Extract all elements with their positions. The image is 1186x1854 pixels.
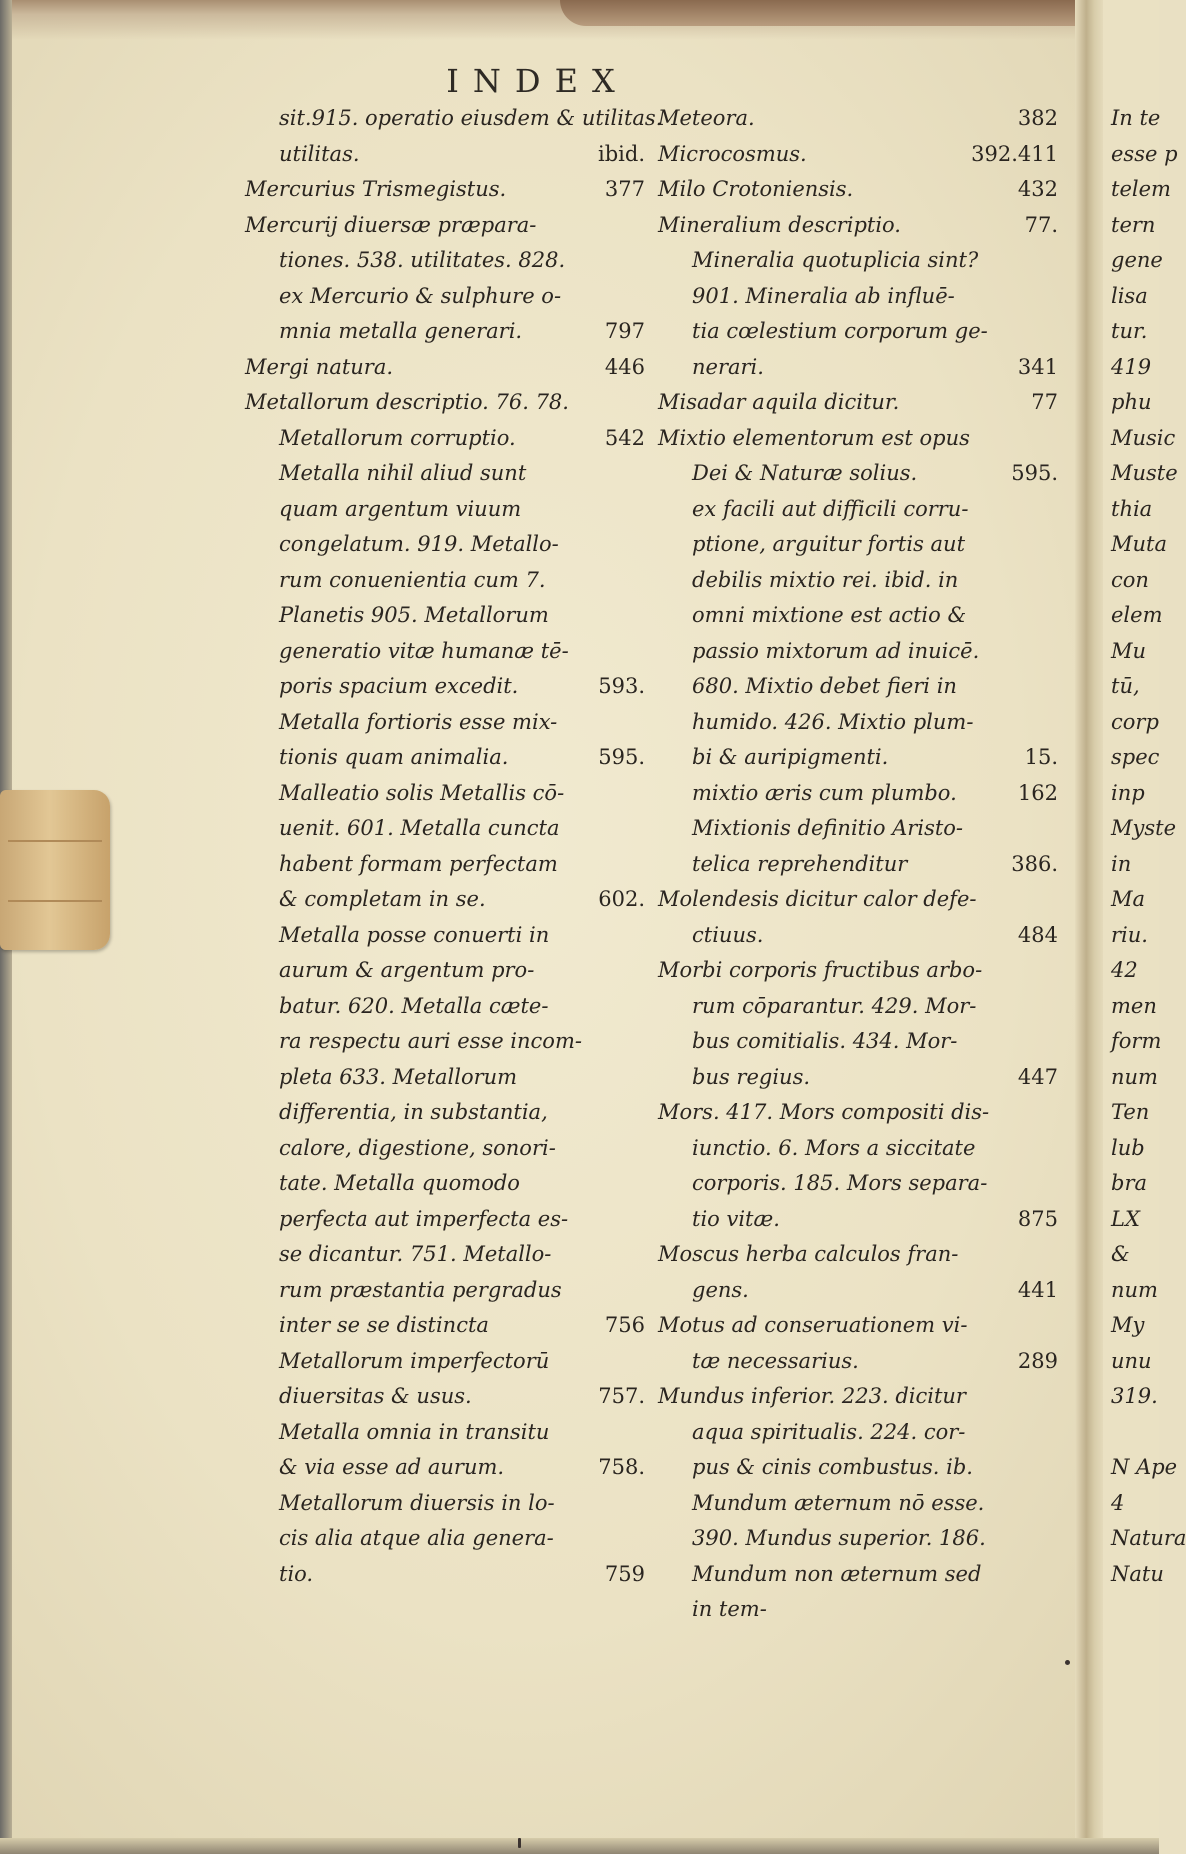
facing-page-fragment: in (1111, 851, 1132, 876)
entry-text: rum conuenientia cum 7. (279, 567, 546, 592)
index-entry-line (658, 847, 1058, 883)
entry-text: Mercurius Trismegistus. (245, 177, 507, 201)
entry-text: ptione, arguitur fortis aut (692, 532, 966, 556)
entry-text: Dei & Naturæ solius. (692, 461, 918, 485)
index-entry-line (658, 385, 1058, 421)
index-entry-line (658, 563, 1058, 599)
facing-page-fragment: spec (1111, 745, 1160, 769)
entry-text: ex Mercurio & sulphure o- (279, 283, 562, 308)
entry-text: in tem- (692, 1597, 767, 1621)
entry-text: humido. 426. Mixtio plum- (692, 709, 974, 734)
index-entry-line (245, 1521, 645, 1557)
facing-page-fragment: con (1111, 567, 1149, 592)
index-entry-line (245, 669, 645, 705)
index-entry-line (658, 137, 1058, 173)
facing-page-text (1103, 101, 1186, 1592)
facing-page-fragment: inp (1111, 780, 1145, 805)
entry-text: tionis quam animalia. (279, 745, 509, 769)
entry-text: Meteora. (658, 106, 755, 130)
entry-text: debilis mixtio rei. ibid. in (692, 567, 959, 592)
ink-spot (1065, 1660, 1070, 1665)
index-entry-line (658, 492, 1058, 528)
index-entry-line (658, 740, 1058, 776)
entry-text: gens. (692, 1277, 749, 1302)
entry-text: Metalla omnia in transitu (279, 1419, 550, 1444)
entry-text: cis alia atque alia genera- (279, 1526, 554, 1550)
facing-page-fragment (1103, 1415, 1159, 1451)
entry-text: calore, digestione, sonori- (279, 1135, 556, 1160)
page-reference: 595. (1011, 461, 1058, 485)
page-reference: 602. (598, 887, 645, 911)
index-entry-line (245, 634, 645, 670)
entry-text: Milo Crotoniensis. (658, 177, 854, 201)
index-entry-line (658, 1344, 1058, 1380)
page-reference: 875 (1017, 1206, 1058, 1231)
index-entry-line (658, 776, 1058, 812)
entry-text: corporis. 185. Mors separa- (692, 1171, 988, 1195)
index-entry-line (658, 1592, 1058, 1628)
page-reference: 386. (1011, 851, 1058, 876)
entry-text: Mineralium descriptio. (658, 212, 901, 237)
entry-text: & via esse ad aurum. (279, 1455, 505, 1479)
entry-text: Motus ad conseruationem vi- (658, 1313, 968, 1337)
entry-text: Molendesis dicitur calor defe- (658, 887, 977, 911)
entry-text: Metallorum diuersis in lo- (279, 1490, 555, 1515)
index-entry-line (245, 811, 645, 847)
page-reference: 432 (1017, 177, 1058, 201)
index-entry-line (658, 918, 1058, 954)
facing-page-fragment: Music (1111, 425, 1176, 450)
page-reference: 446 (604, 354, 645, 379)
facing-page-fragment: esse p (1111, 141, 1178, 166)
index-entry-line (245, 1379, 645, 1415)
entry-text: Metalla posse conuerti in (279, 922, 550, 947)
index-entry-line (245, 243, 645, 279)
entry-text: Mundus inferior. 223. dicitur (658, 1384, 966, 1408)
entry-text: aqua spiritualis. 224. cor- (692, 1419, 966, 1444)
facing-page-fragment: form (1111, 1029, 1162, 1053)
entry-text: rum cōparantur. 429. Mor- (692, 993, 977, 1018)
index-entry-line (245, 776, 645, 812)
entry-text: tia cœlestium corporum ge- (692, 319, 988, 343)
bottom-page-edge (0, 1838, 1159, 1854)
entry-text: 390. Mundus superior. 186. (692, 1526, 986, 1550)
index-entry-line (245, 1557, 645, 1593)
entry-text: inter se se distincta (279, 1313, 489, 1337)
entry-text: tio vitæ. (692, 1206, 780, 1231)
page-reference: 77 (1031, 390, 1058, 414)
facing-page-fragment: My (1111, 1313, 1145, 1337)
page-reference: 542 (604, 425, 645, 450)
entry-text: Mors. 417. Mors compositi dis- (658, 1100, 990, 1124)
index-entry-line (245, 953, 645, 989)
entry-text: Mundum æternum nō esse. (692, 1490, 985, 1515)
index-entry-line (245, 492, 645, 528)
index-entry-line (658, 1024, 1058, 1060)
facing-page-fragment: 319. (1111, 1384, 1158, 1408)
entry-text: tate. Metalla quomodo (279, 1171, 520, 1195)
facing-page-fragment: telem (1111, 177, 1171, 201)
entry-text: bi & auripigmenti. (692, 745, 889, 769)
index-entry-line (658, 989, 1058, 1025)
index-entry-line (658, 705, 1058, 741)
facing-page-fragment: bra (1111, 1171, 1148, 1195)
index-entry-line (245, 1344, 645, 1380)
entry-text: 680. Mixtio debet fieri in (692, 674, 957, 698)
index-entry-line (245, 1131, 645, 1167)
entry-text: mixtio æris cum plumbo. (692, 780, 957, 805)
index-entry-line (245, 101, 663, 137)
index-entry-line (658, 243, 1058, 279)
entry-text: bus comitialis. 434. Mor- (692, 1029, 958, 1053)
index-entry-line (658, 1202, 1058, 1238)
entry-text: differentia, in substantia, (279, 1100, 548, 1124)
index-entry-line (658, 1237, 1058, 1273)
entry-text: aurum & argentum pro- (279, 958, 535, 982)
facing-page-fragment: tur. (1111, 319, 1148, 343)
index-entry-line (245, 421, 645, 457)
index-entry-line (245, 1486, 645, 1522)
index-entry-line (245, 1024, 645, 1060)
entry-text: Metalla fortioris esse mix- (279, 709, 558, 734)
entry-text: omni mixtione est actio & (692, 603, 967, 627)
index-entry-line (658, 279, 1058, 315)
index-entry-line (658, 456, 1058, 492)
index-entry-line (245, 1202, 645, 1238)
index-column-right (658, 101, 1058, 1628)
entry-text: nerari. (692, 354, 764, 379)
facing-page-fragment: gene (1111, 248, 1163, 272)
index-entry-line (658, 314, 1058, 350)
facing-page-fragment: thia (1111, 496, 1153, 521)
index-entry-line (658, 208, 1058, 244)
entry-text: Metallorum descriptio. 76. 78. (245, 390, 569, 414)
index-entry-line (245, 1095, 645, 1131)
index-entry-line (658, 1379, 1058, 1415)
index-entry-line (658, 811, 1058, 847)
index-entry-line (658, 669, 1058, 705)
entry-text: se dicantur. 751. Metallo- (279, 1242, 552, 1266)
facing-page-fragment: 4 (1111, 1490, 1125, 1515)
index-entry-line (245, 847, 645, 883)
facing-page-fragment: riu. (1111, 922, 1148, 947)
index-entry-line (245, 705, 645, 741)
index-entry-line (658, 1131, 1058, 1167)
index-entry-line (245, 563, 645, 599)
facing-page-fragment: Ten (1111, 1100, 1150, 1124)
entry-text: pus & cinis combustus. ib. (692, 1455, 973, 1479)
index-entry-line (658, 882, 1058, 918)
facing-page-fragment: In te (1111, 106, 1161, 130)
entry-text: Malleatio solis Metallis cō- (279, 780, 565, 805)
book-gutter (1075, 0, 1103, 1854)
facing-page-fragment: & (1111, 1242, 1130, 1266)
page-reference: 759 (604, 1561, 645, 1586)
entry-text: Mixtionis definitio Aristo- (692, 816, 964, 840)
entry-text: ctiuus. (692, 922, 764, 947)
facing-page-fragment: tern (1111, 212, 1156, 237)
facing-page-fragment: num (1111, 1064, 1158, 1089)
facing-page-fragment: Ma (1111, 887, 1146, 911)
entry-text: rum præstantia pergradus (279, 1277, 562, 1302)
index-entry-line (658, 421, 1058, 457)
entry-text: telica reprehenditur (692, 851, 908, 876)
entry-text: Metallorum corruptio. (279, 425, 516, 450)
index-entry-line (658, 1273, 1058, 1309)
facing-page-fragment: Muta (1111, 532, 1167, 556)
index-entry-line (658, 1415, 1058, 1451)
entry-text: Morbi corporis fructibus arbo- (658, 958, 983, 982)
index-entry-line (658, 1095, 1058, 1131)
index-entry-line (245, 456, 645, 492)
entry-text: ex facili aut difficili corru- (692, 496, 969, 521)
entry-text: sit.915. operatio eiusdem & utilitas. (279, 106, 663, 130)
index-entry-line (245, 314, 645, 350)
torn-top-edge (560, 0, 1159, 26)
index-entry-line (245, 598, 645, 634)
entry-text: perfecta aut imperfecta es- (279, 1206, 569, 1231)
index-entry-line (245, 989, 645, 1025)
page-reference: 162 (1017, 780, 1058, 805)
index-entry-line (658, 953, 1058, 989)
page-reference: 392.411 (971, 141, 1058, 166)
page-reference: 447 (1017, 1064, 1058, 1089)
index-entry-line (658, 1486, 1058, 1522)
facing-page-fragment: unu (1111, 1348, 1152, 1373)
page-reference: 593. (598, 674, 645, 698)
facing-page-fragment: men (1111, 993, 1157, 1018)
index-entry-line (245, 172, 645, 208)
index-entry-line (245, 350, 645, 386)
facing-page-fragment: Mu (1111, 638, 1147, 663)
index-entry-line (245, 137, 645, 173)
entry-text: Planetis 905. Metallorum (279, 603, 549, 627)
entry-text: batur. 620. Metalla cæte- (279, 993, 549, 1018)
index-entry-line (658, 101, 1058, 137)
entry-text: diuersitas & usus. (279, 1384, 472, 1408)
entry-text: Moscus herba calculos fran- (658, 1242, 959, 1266)
entry-text: tio. (279, 1561, 314, 1586)
facing-page-fragment: 419 (1111, 354, 1152, 379)
entry-text: 901. Mineralia ab influē- (692, 283, 955, 308)
entry-text: Metallorum imperfectorū (279, 1348, 550, 1373)
index-entry-line (245, 882, 645, 918)
page-reference: 441 (1017, 1277, 1058, 1302)
facing-page-fragment: Natura (1111, 1526, 1186, 1550)
index-entry-line (245, 1060, 645, 1096)
entry-text: bus regius. (692, 1064, 811, 1089)
facing-page-fragment: corp (1111, 709, 1159, 734)
entry-text: passio mixtorum ad inuicē. (692, 638, 980, 663)
index-column-left (245, 101, 663, 1592)
page-header: INDEX (446, 62, 629, 100)
page-reference: 289 (1017, 1348, 1058, 1373)
index-entry-line (658, 1166, 1058, 1202)
entry-text: Mixtio elementorum est opus (658, 425, 970, 450)
entry-text: Microcosmus. (658, 141, 807, 166)
page-reference: 758. (598, 1455, 645, 1479)
entry-text: Mercurij diuersæ præpara- (245, 212, 537, 237)
page-reference: 484 (1017, 922, 1058, 947)
facing-page-fragment: 42 (1111, 958, 1138, 982)
facing-page-fragment: lisa (1111, 283, 1148, 308)
page-reference: 77. (1024, 212, 1058, 237)
entry-text: tæ necessarius. (692, 1348, 859, 1373)
entry-text: congelatum. 919. Metallo- (279, 532, 559, 556)
page-reference: 15. (1024, 745, 1058, 769)
index-entry-line (658, 598, 1058, 634)
index-entry-line (658, 1060, 1058, 1096)
index-entry-line (245, 208, 645, 244)
entry-text: utilitas. (279, 141, 360, 166)
entry-text: tiones. 538. utilitates. 828. (279, 248, 566, 272)
facing-page-fragment: tū, (1111, 674, 1140, 698)
index-entry-line (245, 1166, 645, 1202)
index-entry-line (658, 634, 1058, 670)
entry-text: Mundum non æternum sed (692, 1561, 982, 1586)
page-reference: 595. (598, 745, 645, 769)
page-reference: 377 (604, 177, 645, 201)
facing-page-fragment: elem (1111, 603, 1163, 627)
index-entry-line (658, 1557, 1058, 1593)
entry-text: mnia metalla generari. (279, 319, 523, 343)
index-entry-line (658, 172, 1058, 208)
page-reference: 382 (1017, 106, 1058, 130)
entry-text: pleta 633. Metallorum (279, 1064, 518, 1089)
entry-text: Mineralia quotuplicia sint? (692, 248, 979, 272)
index-entry-line (245, 740, 645, 776)
facing-page (1103, 0, 1186, 1854)
page-reference: 757. (598, 1384, 645, 1408)
facing-page-fragment: Muste (1111, 461, 1178, 485)
entry-text: ra respectu auri esse incom- (279, 1029, 582, 1053)
page-reference: 341 (1017, 354, 1058, 379)
index-entry-line (245, 1308, 645, 1344)
entry-text: Mergi natura. (245, 354, 394, 379)
index-entry-line (658, 527, 1058, 563)
page-reference: 756 (604, 1313, 645, 1337)
index-entry-line (658, 1521, 1058, 1557)
ink-spot (518, 1838, 521, 1848)
entry-text: uenit. 601. Metalla cuncta (279, 816, 560, 840)
facing-page-fragment: num (1111, 1277, 1158, 1302)
entry-text: & completam in se. (279, 887, 486, 911)
entry-text: iunctio. 6. Mors a siccitate (692, 1135, 976, 1160)
index-entry-line (658, 1450, 1058, 1486)
page-reference: 797 (604, 319, 645, 343)
index-entry-line (245, 279, 645, 315)
facing-page-fragment: lub (1111, 1135, 1145, 1160)
entry-text: Metalla nihil aliud sunt (279, 461, 527, 485)
index-entry-line (245, 385, 645, 421)
page-reference: ibid. (598, 141, 645, 166)
index-entry-line (245, 1237, 645, 1273)
index-entry-line (658, 350, 1058, 386)
facing-page-fragment: Natu (1111, 1561, 1164, 1586)
index-entry-line (245, 1415, 645, 1451)
index-entry-line (245, 918, 645, 954)
entry-text: Misadar aquila dicitur. (658, 390, 900, 414)
facing-page-fragment: LX (1111, 1206, 1140, 1231)
bookmark-clip (0, 790, 110, 950)
index-entry-line (245, 1273, 645, 1309)
entry-text: quam argentum viuum (279, 496, 522, 521)
entry-text: habent formam perfectam (279, 851, 558, 876)
index-entry-line (245, 527, 645, 563)
facing-page-fragment: phu (1111, 390, 1152, 414)
facing-page-fragment: N Ape (1111, 1455, 1178, 1479)
index-entry-line (245, 1450, 645, 1486)
entry-text: poris spacium excedit. (279, 674, 519, 698)
facing-page-fragment: Myste (1111, 816, 1177, 840)
index-entry-line (658, 1308, 1058, 1344)
entry-text: generatio vitæ humanæ tē- (279, 638, 569, 663)
